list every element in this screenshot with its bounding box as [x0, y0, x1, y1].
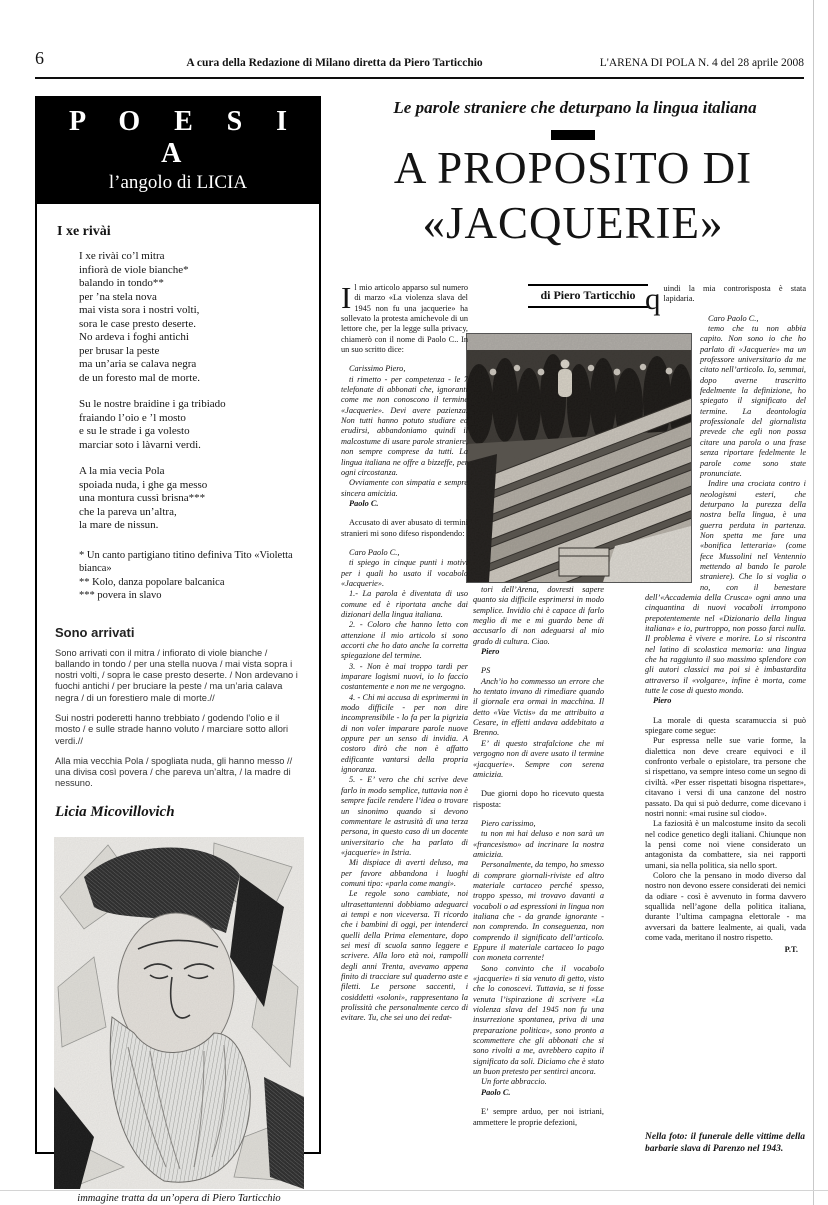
kicker-divider-bar: [551, 130, 595, 140]
column-3-flow: [645, 314, 806, 956]
poem-line: che la pareva un’altra,: [79, 505, 177, 518]
article-kicker: Le parole straniere che deturpano la lingua italiana: [393, 98, 757, 117]
article-title-line2: «JACQUERIE»: [422, 198, 724, 248]
poem-line: la mare de nissun.: [79, 519, 159, 531]
article-paragraph: Ovviamente con simpatia e sempre sincera amicizia.: [341, 478, 468, 498]
article-paragraph: Mi dispiace di averti deluso, ma per favore abbandona i luoghi comuni tipo: «parla come mangi».: [341, 858, 468, 888]
photo-wrap-spacer: [645, 314, 700, 591]
article-paragraph: Pur espressa nelle sue varie forme, la dialettica non deve creare equivoci e il confronto verbale o epistolare, tra persone che si rispettano, va sempre inteso come un segno di civiltà. «Per esser rispettati bisogna rispettare», citavano i versi di una canzone del nostro passato. Da qui si può dedurre, come dicevano i nostri nonni: «mai rusine sul ciodo».: [645, 736, 806, 818]
article-paragraph: PS: [481, 666, 491, 676]
article-paragraph: E’ di questo strafalcione che mi vergogno non di avere usato il termine «jacquerie». Sempre con serena amicizia.: [473, 738, 604, 779]
poetry-box-title: P O E S I A: [68, 106, 301, 169]
poem-line: e su le strade i ga volesto: [79, 425, 190, 437]
poem-line: ma un’aria se calava negra: [79, 358, 197, 370]
translation-paragraph: Alla mia vecchia Pola / spogliata nuda, gli hanno messo // una divisa così povera / che pareva un’altra, / la madre di nessuno.: [55, 755, 293, 789]
article-paragraph: P.T.: [784, 945, 798, 955]
poem-line: una montura cussì brisna***: [79, 492, 206, 504]
translation-title: Sono arrivati: [55, 624, 135, 640]
poetry-box-subtitle: l’angolo di LICIA: [108, 172, 248, 193]
article-paragraph: Accusato di aver abusato di termini stranieri mi sono difeso rispondendo:: [341, 518, 468, 538]
article-paragraph: Caro Paolo C.,: [708, 313, 759, 323]
article-paragraph: ti spiego in cinque punti i motivi per i quali ho usato il vocabolo «Jacquerie».: [341, 558, 468, 588]
poem-line: Su le nostre braidine i ga tribiado: [79, 398, 226, 410]
etching-artwork: [54, 837, 304, 1189]
article-paragraph: Un forte abbraccio.: [481, 1077, 547, 1087]
article-paragraph: tori dell’Arena, dovresti sapere quanto sia difficile esprimersi in modo semplice. Invidio chi è capace di farlo meglio di me e mi guardo bene di accusarlo di non adeguarsi al mio grado di cultura. Ciao.: [473, 585, 604, 646]
article-paragraph: 5. - E’ vero che chi scrive deve farlo in modo semplice, tuttavia non è sempre facile rendere l’idea o trovare un sinonimo quando si devono commentare le astrusità di una terza persona, in questo caso di un docente universitario che ha parlato di «jacquerie» in Istria.: [341, 775, 468, 857]
article-paragraph: 3. - Non è mai troppo tardi per imparare logismi nuovi, io lo faccio costantemente e non me ne vergogno.: [341, 661, 468, 692]
etching-artwork-image: [54, 837, 304, 1189]
photo-caption: Nella foto: il funerale delle vittime della barbarie slava di Parenzo nel 1943.: [645, 1132, 805, 1154]
poem-stanza: [79, 398, 305, 452]
poem-stanzas: [53, 250, 305, 533]
poem-author-signature: Licia Micovillovich: [55, 803, 175, 820]
article-column-3: [645, 284, 806, 1129]
poem-line: No ardeva i foghi antichi: [79, 331, 189, 343]
drop-cap: I: [341, 283, 352, 315]
poem-line: balando in tondo**: [79, 277, 164, 289]
article-paragraph: 2. - Coloro che hanno letto con attenzione il mio articolo si sono accorti che ho dato anche la corretta spiegazione del termine.: [341, 620, 468, 661]
poetry-box-content: [37, 204, 319, 1204]
poem-line: sora le case presto deserte.: [79, 317, 196, 330]
article-paragraph: Anch’io ho commesso un errore che ho tentato invano di rimediare quando il giornale era ormai in macchina. Il detto «Vae Victis» da me attribuito a Cesare, in effetti andava addebitato a Brenno.: [473, 676, 604, 738]
poem-line: I xe rivài co’l mitra: [79, 250, 165, 262]
poem-line: spoiada nuda, i ghe ga messo: [79, 478, 208, 491]
translation-paragraphs: [53, 648, 305, 790]
drop-cap: q: [645, 284, 661, 316]
masthead: [35, 48, 804, 69]
page-number: 6: [35, 48, 44, 68]
footnote-line: * Un canto partigiano titino definiva Tito «Violetta bianca»: [79, 549, 293, 574]
poem-line: de un foresto mal de morte.: [79, 371, 200, 384]
masthead-issue-line: L'ARENA DI POLA N. 4 del 28 aprile 2008: [599, 57, 804, 69]
scan-edge: [813, 0, 814, 1205]
article-paragraph: 4. - Chi mi accusa di esprimermi in modo difficile - per non dire incomprensibile - lo fa per la pigrizia di non voler imparare parole nuove oppure per un senso di invidia. A costoro dirò che non è affatto edificante vantarsi della propria ignoranza.: [341, 692, 468, 775]
article-paragraph: La morale di questa scaramuccia si può spiegare come segue:: [645, 715, 806, 736]
masthead-rule: [35, 77, 804, 79]
article-paragraph: La faziosità è un malcostume insito da secoli nel codice genetico degli italiani. Chiunque non la pensi come noi viene considerato un antagonista da combattere, sia nei rapporti umani, sia nella politica, sia nello sport.: [645, 819, 806, 870]
poem-footnotes: [79, 549, 305, 603]
article-paragraph: temo che tu non abbia capito. Non sono io che ho parlato di «Jacquerie» ma un professore universitario da me citato nell’articolo. Io, semmai, dopo averne trascritto fedelmente la definizione, ho spiegato il significato del termine. La deontologia professionale del giornalista prevede che egli non possa citare una parola o una frase senza riportare fedelmente le parole come sono state pronunciate.: [700, 324, 806, 478]
poem-line: A la mia vecia Pola: [79, 465, 165, 477]
poem-line: mai vista sora i nostri volti,: [79, 304, 200, 316]
article-paragraph: Caro Paolo C.,: [349, 547, 400, 557]
article-paragraph: Due giorni dopo ho ricevuto questa risposta:: [473, 789, 604, 809]
translation-paragraph: Sui nostri poderetti hanno trebbiato / godendo l’olio e il mosto / e sulle strade hanno voluto / marciare sotto allori verdi.//: [55, 712, 289, 746]
article-paragraph: Paolo C.: [349, 498, 379, 508]
footnote-line: *** povera in slavo: [79, 590, 162, 601]
article-column-1: [341, 283, 468, 1197]
poem-line: marciar soto i làvarni verdi.: [79, 438, 201, 451]
article-paragraph: Paolo C.: [481, 1087, 511, 1097]
poem-title: I xe rivài: [57, 224, 111, 239]
translation-paragraph: Sono arrivati con il mitra / infiorato di viole bianche / ballando in tondo / per una stella nuova / mai vista sopra i nostri volti, / sopra le case presto deserte. / Non ardevano i fuochi antichi / per bruciare la peste / ma un’aria calava negra / di un forestiero male di morte.//: [55, 647, 298, 703]
article-paragraph: E’ sempre arduo, per noi istriani, ammettere le proprie defezioni,: [473, 1107, 604, 1127]
article-byline: di Piero Tarticchio: [528, 284, 648, 308]
poem-stanza: [79, 465, 305, 533]
poem-line: per brusar la peste: [79, 344, 160, 357]
article-paragraph: Sono convinto che il vocabolo «jacquerie» ti sia venuto di getto, visto che lo conoscevi. Tuttavia, se ti fosse venuta l’ispirazione di scrivere «La violenza slava del 1945 non fu una insurrezione spontanea, priva di una preparazione politica», sono pronto a scommettere che gli abbonati che si sono rivolti a me, avrebbero capito il significato da soli. Diciamo che è stato un buon pretesto per sentirci ancora.: [473, 963, 604, 1077]
poetry-box: [35, 96, 321, 1204]
article-title-line1: A PROPOSITO DI: [393, 143, 753, 193]
article-paragraph: Piero carissimo,: [481, 818, 536, 828]
article-paragraph: Personalmente, da tempo, ho smesso di comprare giornali-riviste ed altro materiale cartaceo perché spesso, troppo spesso, mi trovavo davanti a vocaboli o ad espressioni in lingua non italiana che - da grande ignorante - non comprendo. In conseguenza, non comprendo il significato dell’articolo. Eppure il materiale cartaceo lo pago con moneta corrente!: [473, 860, 604, 963]
artwork-caption: immagine tratta da un’opera di Piero Tarticchio: [77, 1192, 281, 1204]
article-paragraph: Carissimo Piero,: [349, 364, 406, 374]
poem-line: per ’na stela nova: [79, 290, 157, 303]
article-paragraph: Coloro che la pensano in modo diverso dal nostro non devono essere considerati dei nemici da odiare - così è avvenuto in forma davvero squallida nell’agone della politica italiana, durante l’ultima campagna elettorale - ma avversari da battere lealmente, ai quali, vada come vada, meritano il nostro rispetto.: [645, 870, 806, 942]
article-paragraph: Indire una crociata contro i neologismi esteri, che deturpano la purezza della nostra bella lingua, è una guerra perduta in partenza. Non spetta me fare una «bonifica letteraria» (come fece Mussolini nel Ventennio mettendo al bando le parole straniere). Che lo si voglia o no, con il benestare dell’«Accademia della Crusca» ogni anno una cinquantina di nuovi vocaboli irrompono prepotentemente nel «Dizionario della lingua italiana» e io, purtroppo, non posso farci nulla. Il problema è vivere e morire. Lo si riscontra nel latino di scolastica memoria: una lingua che ha raggiunto il suo massimo splendore con gli autori classici ma poi si è imbastardita attraverso il «volgare», infine è morta, come tutte le cose di questo mondo.: [645, 479, 806, 696]
article-paragraph: Il mio articolo apparso sul numero di marzo «La violenza slava del 1945 non fu una jacquerie» ha sollevato la protesta amichevole di un lettore che, per la legge sulla privacy, chiamerò con il nome di Paolo C.. In un suo scritto dice:: [341, 283, 468, 355]
column-3-intro: [645, 284, 806, 316]
footnote-line: ** Kolo, danza popolare balcanica: [79, 576, 225, 588]
poem-line: infiorà de viole bianche*: [79, 263, 189, 276]
article-paragraph: quindi la mia controrisposta è stata lapidaria.: [645, 284, 806, 316]
article-paragraph: tu non mi hai deluso e non sarà un «francesismo» ad incrinare la nostra amicizia.: [473, 829, 604, 859]
poem-line: fraiando l’oio e ’l mosto: [79, 411, 186, 424]
article-column-2: [473, 585, 604, 1197]
article-paragraph: 1.- La parola è diventata di uso comune ed è riportata anche dai dizionari della lingua italiana.: [341, 589, 468, 619]
article-title: [340, 141, 806, 251]
article-paragraph: ti rimetto - per competenza - le 7 telefonate di abbonati che, ignoranti come me non conoscono il termine «Jacquerie». Devi avere pazienza. Non tutti hanno potuto studiare ed erudirsi, abbandoniamo quindi il malcostume di usare parole straniere, non sempre comprese da tutti. La lingua italiana ne offre a bizzeffe, per ogni circostanza.: [341, 374, 468, 477]
article-paragraph: Piero: [481, 647, 500, 657]
poetry-box-header: [37, 98, 319, 204]
poem-stanza: [79, 250, 305, 385]
article-paragraph: Le regole sono cambiate, noi ultrasettantenni dobbiamo adeguarci ai tempi e non viceversa. Ti ricordo che i bambini di oggi, per intenderci quelli della Prima elementare, dopo sei mesi di scuola sanno leggere e scrivere. Alla loro età noi, rampolli degli anni Trenta, avevamo appena finito di tracciare sul quaderno aste e filetti. Le persone saccenti, i cosiddetti «soloni», rappresentano la prolissità che personalmente cerco di evitare. Tu, che sei uno dei redat-: [341, 889, 468, 1023]
article-paragraph: Piero: [653, 696, 672, 706]
masthead-editor-line: A cura della Redazione di Milano diretta da Piero Tarticchio: [186, 57, 483, 69]
